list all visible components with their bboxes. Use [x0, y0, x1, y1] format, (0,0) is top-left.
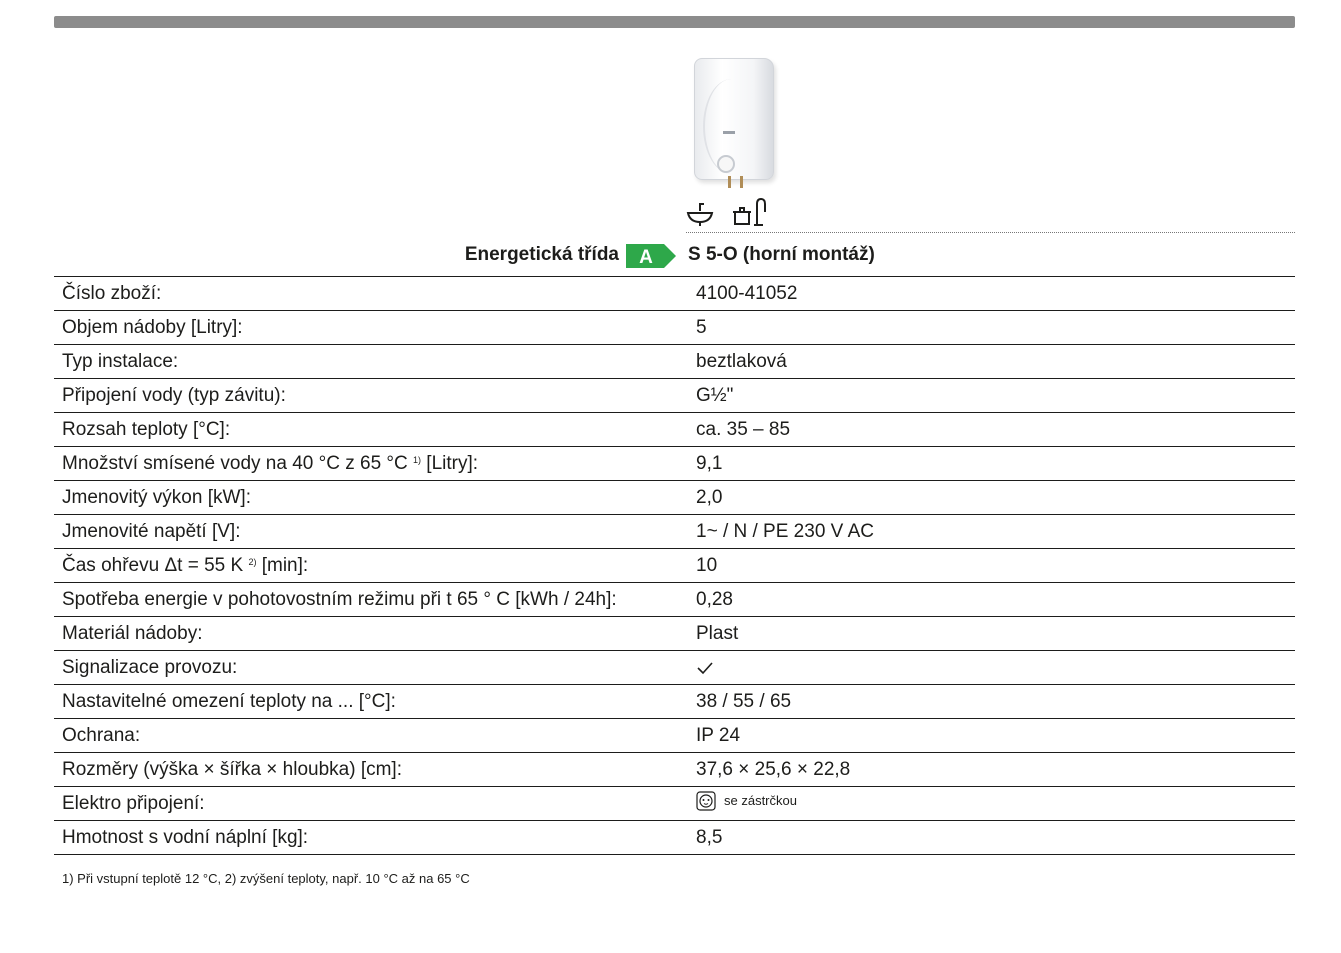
table-header-row: [54, 240, 1295, 276]
spec-label-text: Ochrana:: [62, 724, 141, 746]
spec-label: [54, 515, 688, 549]
spec-value: 37,6 × 25,6 × 22,8: [688, 753, 1295, 787]
spec-label-text: Číslo zboží:: [62, 282, 162, 304]
spec-label: [54, 617, 688, 651]
spec-value: 5: [688, 311, 1295, 345]
spec-label-text: Typ instalace:: [62, 350, 179, 372]
spec-label: [54, 549, 688, 583]
spec-value: 9,1: [688, 447, 1295, 481]
table-row: [54, 753, 1295, 787]
water-heater-illustration: [694, 58, 774, 180]
plug-label: se zástrčkou: [724, 793, 797, 808]
table-row: [54, 685, 1295, 719]
kitchen-faucet-icon: [732, 198, 766, 226]
spec-label: [54, 753, 688, 787]
spec-label: [54, 685, 688, 719]
spec-value: beztlaková: [688, 345, 1295, 379]
spec-label: [54, 379, 688, 413]
spec-label: [54, 447, 688, 481]
sink-icon: [686, 200, 714, 226]
table-row: [54, 413, 1295, 447]
spec-value: 10: [688, 549, 1295, 583]
table-row: [54, 277, 1295, 311]
footnote-marker: 2): [248, 556, 257, 567]
table-row: [54, 345, 1295, 379]
table-row: [54, 311, 1295, 345]
spec-label: [54, 277, 688, 311]
spec-label: [54, 821, 688, 855]
spec-label-text: Elektro připojení:: [62, 792, 205, 814]
footnote-marker: 1): [413, 454, 422, 465]
spec-value: [688, 787, 1295, 821]
spec-label-text: Hmotnost s vodní náplní [kg]:: [62, 826, 309, 848]
spec-label: [54, 719, 688, 753]
spec-label-text: Rozsah teploty [°C]:: [62, 418, 231, 440]
table-row: [54, 719, 1295, 753]
product-image: [688, 48, 798, 198]
spec-value: [688, 651, 1295, 685]
table-row: [54, 481, 1295, 515]
energy-class-label: Energetická třída: [464, 244, 619, 265]
svg-text:A: A: [639, 247, 653, 268]
spec-label-text: Jmenovité napětí [V]:: [62, 520, 241, 542]
spec-label-text: Množství smísené vody na 40 °C z 65 °C: [62, 452, 408, 474]
spec-label-text: Spotřeba energie v pohotovostním režimu při t 65 ° C [kWh / 24h]:: [62, 588, 617, 610]
spec-value: 8,5: [688, 821, 1295, 855]
spec-value: 38 / 55 / 65: [688, 685, 1295, 719]
spec-value: 1~ / N / PE 230 V AC: [688, 515, 1295, 549]
spec-value: 0,28: [688, 583, 1295, 617]
spec-value: ca. 35 – 85: [688, 413, 1295, 447]
spec-label: [54, 311, 688, 345]
table-row: [54, 651, 1295, 685]
plug-socket-icon: [696, 791, 716, 811]
spec-label-text: Materiál nádoby:: [62, 622, 203, 644]
spec-label-text: Nastavitelné omezení teploty na ... [°C]:: [62, 690, 396, 712]
spec-label-text: Jmenovitý výkon [kW]:: [62, 486, 251, 508]
spec-label-text: Připojení vody (typ závitu):: [62, 384, 286, 406]
spec-label: [54, 583, 688, 617]
spec-label: [54, 413, 688, 447]
spec-label-unit: [Litry]:: [421, 452, 479, 474]
spec-label-text: Rozměry (výška × šířka × hloubka) [cm]:: [62, 758, 402, 780]
table-row: [54, 617, 1295, 651]
spec-value: G½": [688, 379, 1295, 413]
spec-value: Plast: [688, 617, 1295, 651]
spec-label: [54, 481, 688, 515]
spec-label-text: Čas ohřevu Δt = 55 K: [62, 554, 244, 576]
plug-value: [696, 791, 797, 811]
spec-value: 2,0: [688, 481, 1295, 515]
table-row: [54, 515, 1295, 549]
footnote: 1) Při vstupní teplotě 12 °C, 2) zvýšení teploty, např. 10 °C až na 65 °C: [62, 871, 470, 886]
table-row: [54, 447, 1295, 481]
check-icon: [696, 661, 714, 675]
table-row: [54, 549, 1295, 583]
table-row: [54, 583, 1295, 617]
model-name: S 5-O (horní montáž): [688, 244, 875, 265]
spec-label-unit: [min]:: [256, 554, 309, 576]
spec-value: IP 24: [688, 719, 1295, 753]
spec-table: [54, 276, 1295, 855]
temperature-knob: [717, 155, 735, 173]
spec-label: [54, 345, 688, 379]
dotted-separator: [686, 232, 1295, 233]
usage-icons: [686, 196, 766, 226]
spec-label: [54, 651, 688, 685]
spec-label-text: Signalizace provozu:: [62, 656, 238, 678]
top-divider-bar: [54, 16, 1295, 28]
energy-class-badge: [626, 244, 676, 268]
spec-label: [54, 787, 688, 821]
table-row: [54, 821, 1295, 855]
spec-label-text: Objem nádoby [Litry]:: [62, 316, 243, 338]
table-row: [54, 787, 1295, 821]
spec-value: 4100-41052: [688, 277, 1295, 311]
table-row: [54, 379, 1295, 413]
